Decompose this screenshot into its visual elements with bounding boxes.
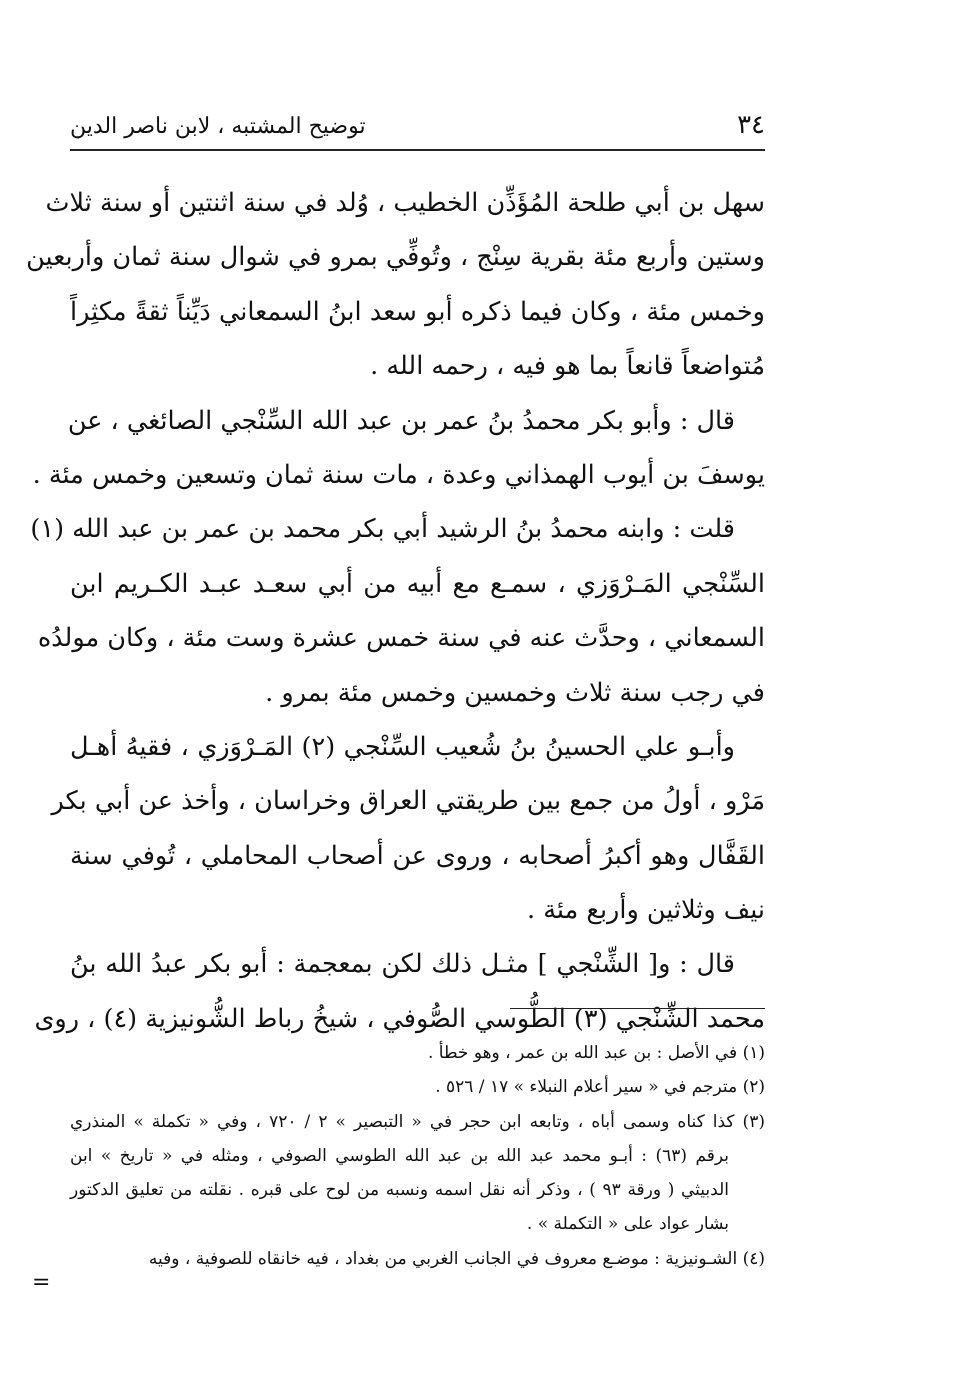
footnote-line: الدبيثي ( ورقة ٩٣ ) ، وذكر أنه نقل اسمه ونسبه من لوح على قبره . نقلته من تعليق الدكتور bbox=[70, 1180, 729, 1201]
footnote-line: (٣) كذا كناه وسمى أباه ، وتابعه ابن حجر في « التبصير » ٢ / ٧٢٠ ، وفي « تكملة » المنذري bbox=[70, 1111, 765, 1132]
footnotes bbox=[70, 1036, 765, 1276]
text-line: قال : و[ الشِّنْجي ] مثـل ذلك لكن بمعجمة : أبو بكر عبدُ الله بنُ bbox=[70, 949, 735, 980]
header-rule bbox=[70, 149, 765, 151]
text-line: القَفَّال وهو أكبرُ أصحابه ، وروى عن أصحاب المحاملي ، تُوفي سنة bbox=[70, 840, 765, 871]
footnote-line: (٤) الشـونيزية : موضـع معروف في الجانب الغربي من بغداد ، فيه خانقاه للصوفية ، وفيه bbox=[148, 1248, 765, 1269]
footnote-line: (٢) مترجم في « سير أعلام النبلاء » ١٧ / ٥٢٦ . bbox=[435, 1077, 765, 1098]
text-line: وأبـو علي الحسينُ بنُ شُعيب السِّنْجي (٢) المَـرْوَزي ، فقيهُ أهـل bbox=[70, 731, 735, 762]
text-line: محمد الشِّنْجي (٣) الطُّوسي الصُّوفي ، شيخُ رباط الشُّونيزية (٤) ، روى bbox=[34, 1003, 765, 1034]
page-header bbox=[70, 98, 765, 138]
footnote-line: برقم (٦٣) : أبـو محمد عبد الله بن عبد الله الطوسي الصوفي ، ومثله في « تاريخ » ابن bbox=[70, 1145, 730, 1166]
text-line: السِّنْجي المَـرْوَزي ، سمـع مع أبيه من أبي سعـد عبـد الكـريم ابن bbox=[70, 568, 765, 599]
text-line: وستين وأربع مئة بقرية سِنْج ، وتُوفِّي بمرو في شوال سنة ثمان وأربعين bbox=[26, 242, 765, 273]
running-title: توضيح المشتبه ، لابن ناصر الدين bbox=[70, 114, 366, 139]
text-line: يوسفَ بن أيوب الهمذاني وعدة ، مات سنة ثمان وتسعين وخمس مئة . bbox=[32, 459, 765, 490]
text-line: مَرْو ، أولُ من جمع بين طريقتي العراق وخراسان ، وأخذ عن أبي بكر bbox=[51, 786, 765, 817]
text-line: سهل بن أبي طلحة المُؤَذِّن الخطيب ، وُلد في سنة اثنتين أو سنة ثلاث bbox=[45, 188, 765, 218]
text-line: قال : وأبو بكر محمدُ بنُ عمر بن عبد الله السِّنْجي الصائغي ، عن bbox=[67, 405, 735, 436]
page-number: ٣٤ bbox=[737, 110, 765, 140]
footnote-separator bbox=[510, 1008, 765, 1009]
book-page bbox=[26, 0, 765, 1375]
text-line: قلت : وابنه محمدُ بنُ الرشيد أبي بكر محمد بن عمر بن عبد الله (١) bbox=[30, 514, 735, 545]
footnote-line: (١) في الأصل : بن عبد الله بن عمر ، وهو خطأ . bbox=[427, 1043, 765, 1063]
continuation-mark: = bbox=[32, 1270, 51, 1295]
footnote-line: بشار عواد على « التكملة » . bbox=[526, 1214, 729, 1235]
text-line: نيف وثلاثين وأربع مئة . bbox=[527, 895, 765, 926]
text-line: في رجب سنة ثلاث وخمسين وخمس مئة بمرو . bbox=[265, 677, 765, 708]
text-line: وخمس مئة ، وكان فيما ذكره أبو سعد ابنُ السمعاني دَيِّناً ثقةً مكثِراً bbox=[70, 296, 765, 327]
main-text bbox=[26, 176, 765, 1046]
text-line: السمعاني ، وحدَّث عنه في سنة خمس عشرة وست مئة ، وكان مولدُه bbox=[37, 623, 765, 654]
text-line: مُتواضعاً قانعاً بما هو فيه ، رحمه الله . bbox=[370, 351, 765, 382]
